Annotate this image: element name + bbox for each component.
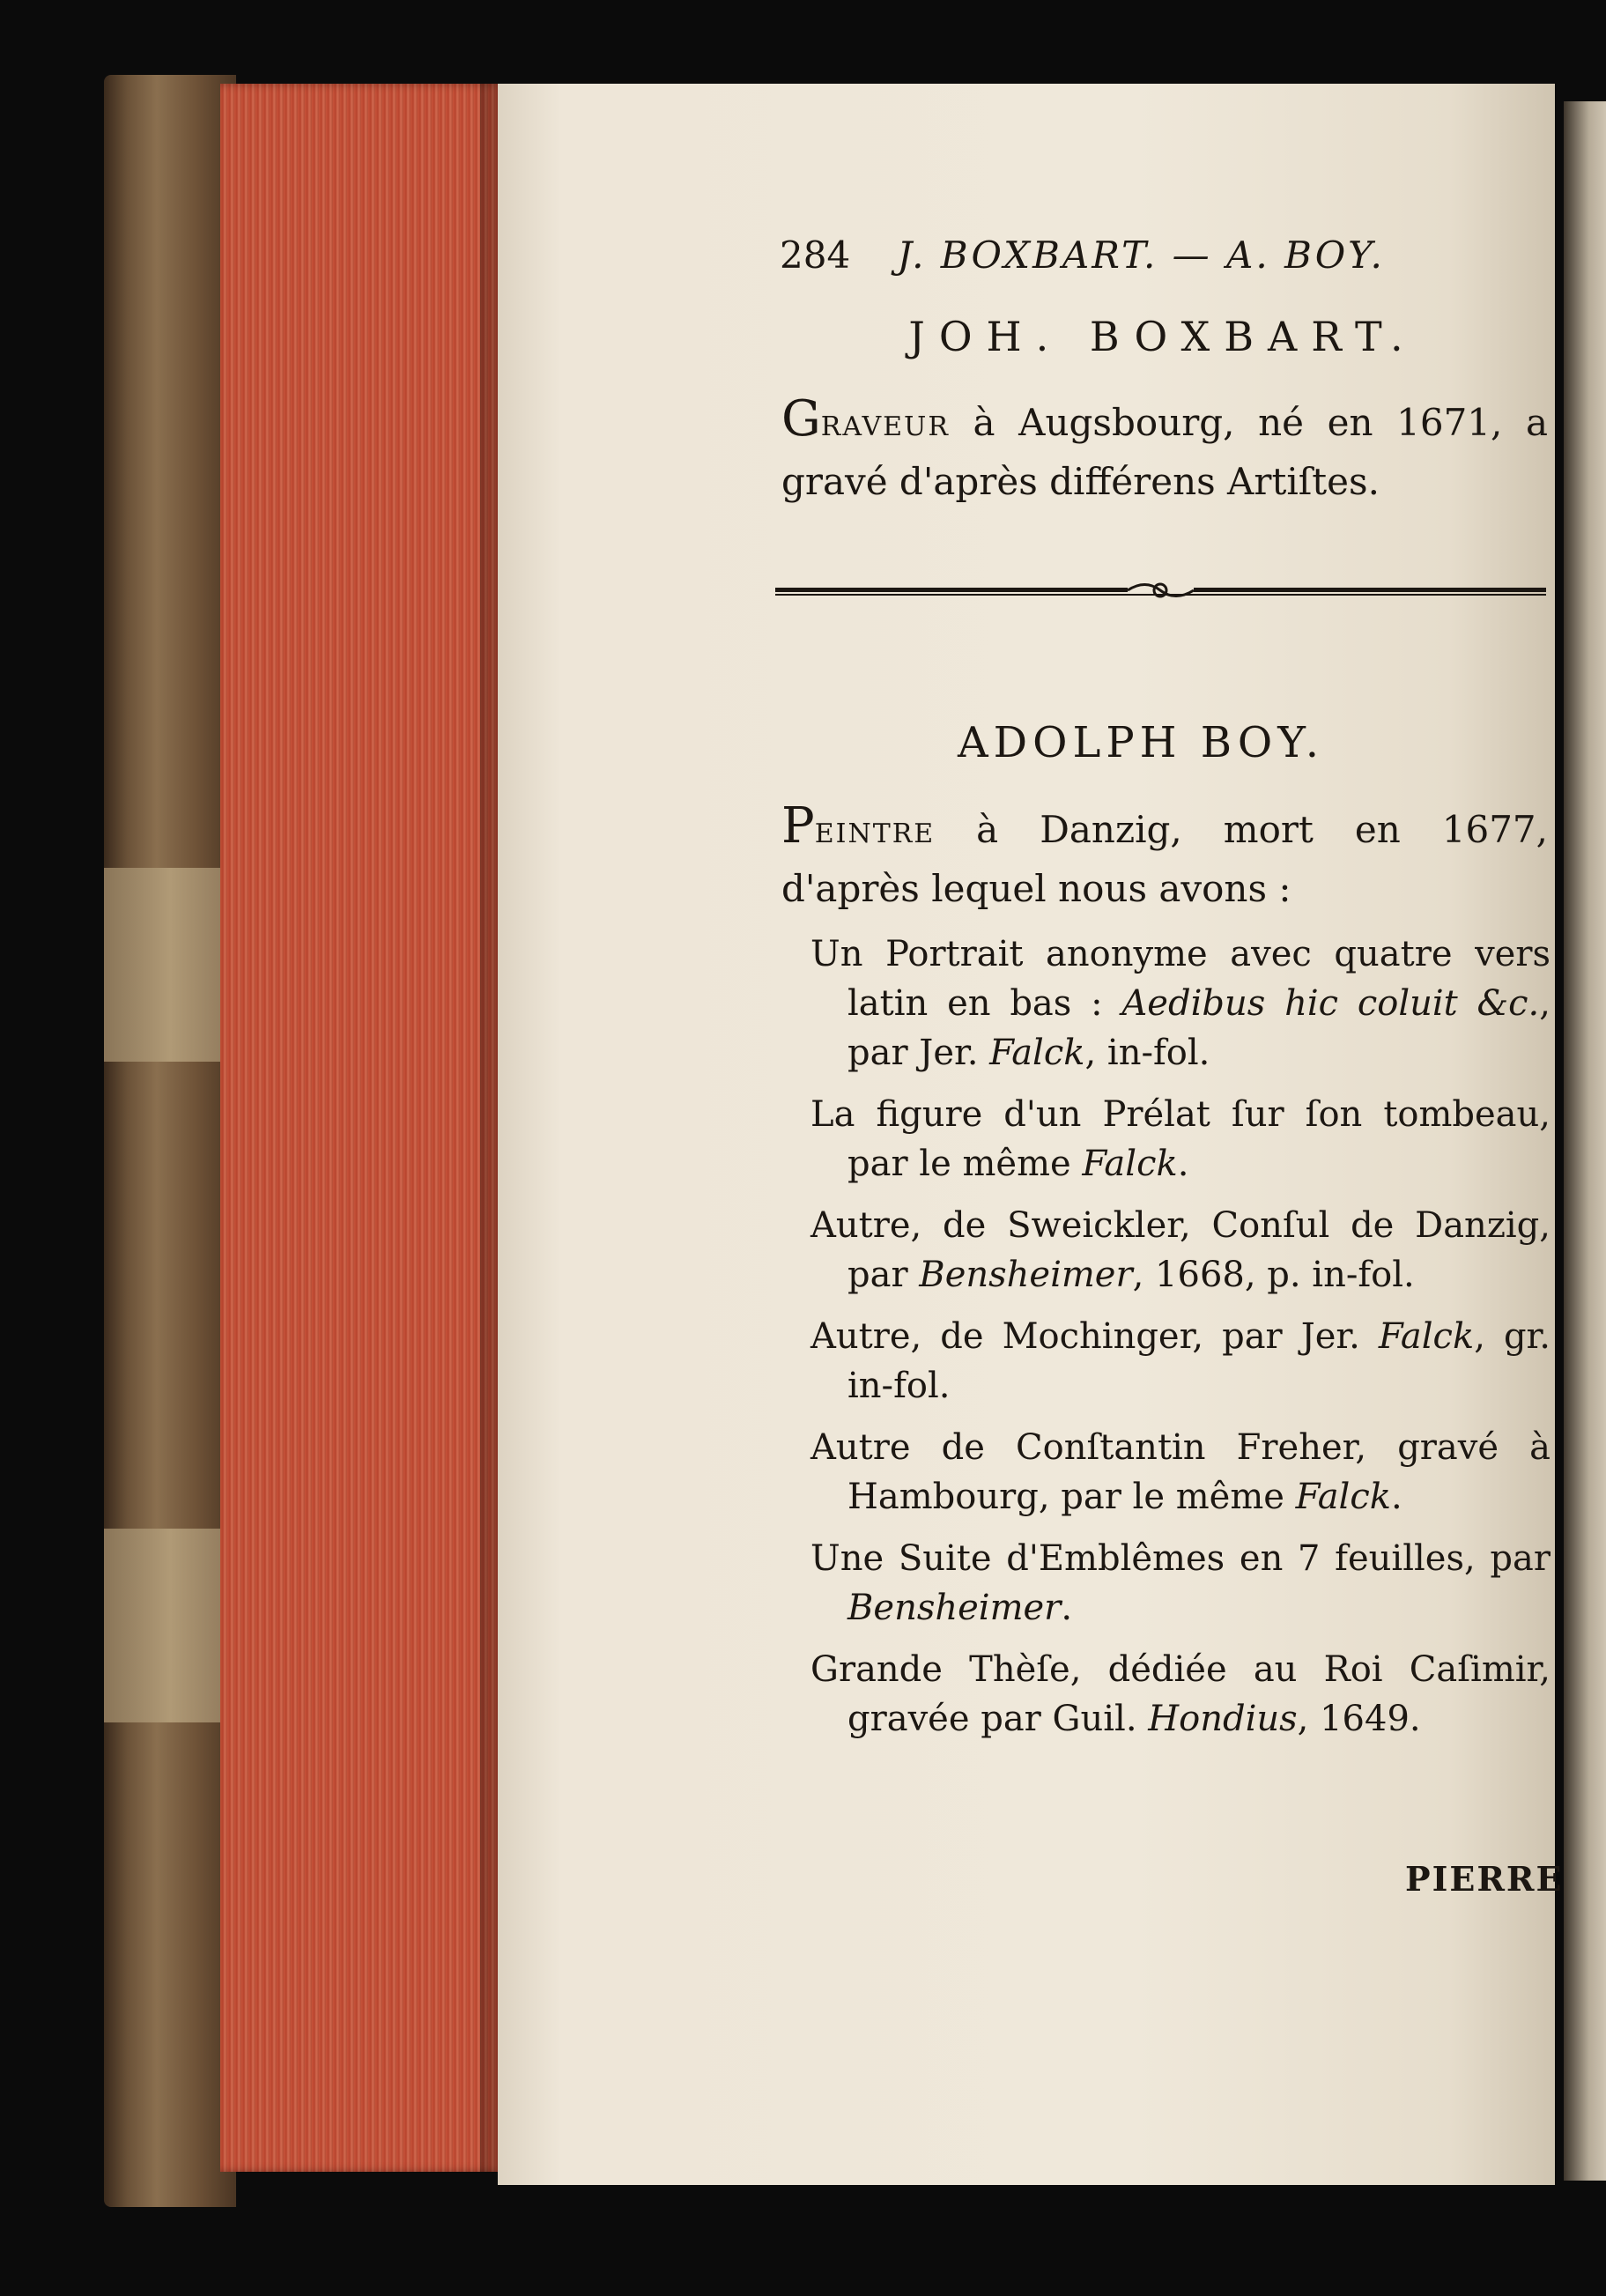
entry-body: à Augsbourg, né en 1671, a gravé d'après différens Artiſtes.	[781, 401, 1548, 503]
work-italic: Aedibus hic coluit &c.	[1121, 983, 1540, 1024]
work-text: Un Portrait anonyme avec quatre vers latin en bas :	[810, 934, 1550, 1024]
work-item	[810, 1312, 1550, 1411]
work-text: Une Suite d'Emblêmes en 7 feuilles, par	[810, 1538, 1550, 1579]
work-item	[810, 1534, 1550, 1633]
lead-small-caps: RAVEUR	[820, 411, 950, 442]
work-text: , in-fol.	[1084, 1033, 1210, 1073]
work-text: Autre, de Sweickler, Conſul de Danzig, par	[810, 1205, 1550, 1295]
spine-band	[104, 868, 236, 1062]
book-page	[498, 84, 1564, 2185]
work-italic: Hondius	[1148, 1699, 1298, 1739]
spine-band	[104, 1529, 236, 1722]
lead-small-caps: EINTRE	[814, 818, 936, 849]
work-text: Grande Thèſe, dédiée au Roi Caſimir, gravée par Guil.	[810, 1649, 1550, 1739]
facing-page-edge	[1564, 101, 1606, 2181]
work-text: , 1668, p. in-fol.	[1132, 1255, 1415, 1295]
book-spine	[104, 75, 236, 2207]
work-item	[810, 1201, 1550, 1300]
work-item	[810, 1645, 1550, 1744]
works-list	[810, 930, 1550, 1756]
lead-capital: G	[781, 390, 821, 448]
catchword: PIERRE	[1405, 1859, 1564, 1899]
running-head: J. BOXBART. — A. BOY.	[897, 233, 1385, 277]
work-item	[810, 1090, 1550, 1189]
work-italic: Bensheimer	[847, 1588, 1062, 1628]
work-text: Autre, de Mochinger, par Jer.	[810, 1316, 1379, 1357]
page-number: 284	[780, 233, 851, 277]
work-text: .	[1177, 1144, 1189, 1184]
work-text: Autre de Conſtantin Freher, gravé à Hambourg, par le même	[810, 1427, 1550, 1517]
work-italic: Falck	[1295, 1477, 1391, 1517]
work-italic: Falck	[989, 1033, 1085, 1073]
work-text: , 1649.	[1297, 1699, 1421, 1739]
page-content	[498, 84, 1564, 2185]
entry-title-boy: ADOLPH BOY.	[957, 718, 1325, 767]
page-edges	[220, 84, 502, 2172]
work-italic: Falck	[1082, 1144, 1178, 1184]
work-text: .	[1390, 1477, 1402, 1517]
work-text: .	[1061, 1588, 1073, 1628]
entry-body: à Danzig, mort en 1677, d'après lequel nous avons :	[781, 808, 1548, 910]
lead-capital: P	[781, 797, 815, 855]
work-text: , gr. in-fol.	[847, 1316, 1550, 1406]
work-item	[810, 1423, 1550, 1522]
ornamental-rule	[775, 577, 1546, 604]
work-italic: Bensheimer	[919, 1255, 1133, 1295]
running-header	[780, 233, 1546, 277]
work-text: La figure d'un Prélat ſur ſon tombeau, par le même	[810, 1094, 1550, 1184]
entry-text-boy	[781, 799, 1548, 916]
entry-text-boxbart	[781, 392, 1548, 509]
work-text: , par Jer.	[847, 983, 1550, 1073]
work-item	[810, 930, 1550, 1078]
entry-title-boxbart: JOH. BOXBART.	[908, 313, 1417, 360]
work-italic: Falck	[1378, 1316, 1475, 1357]
